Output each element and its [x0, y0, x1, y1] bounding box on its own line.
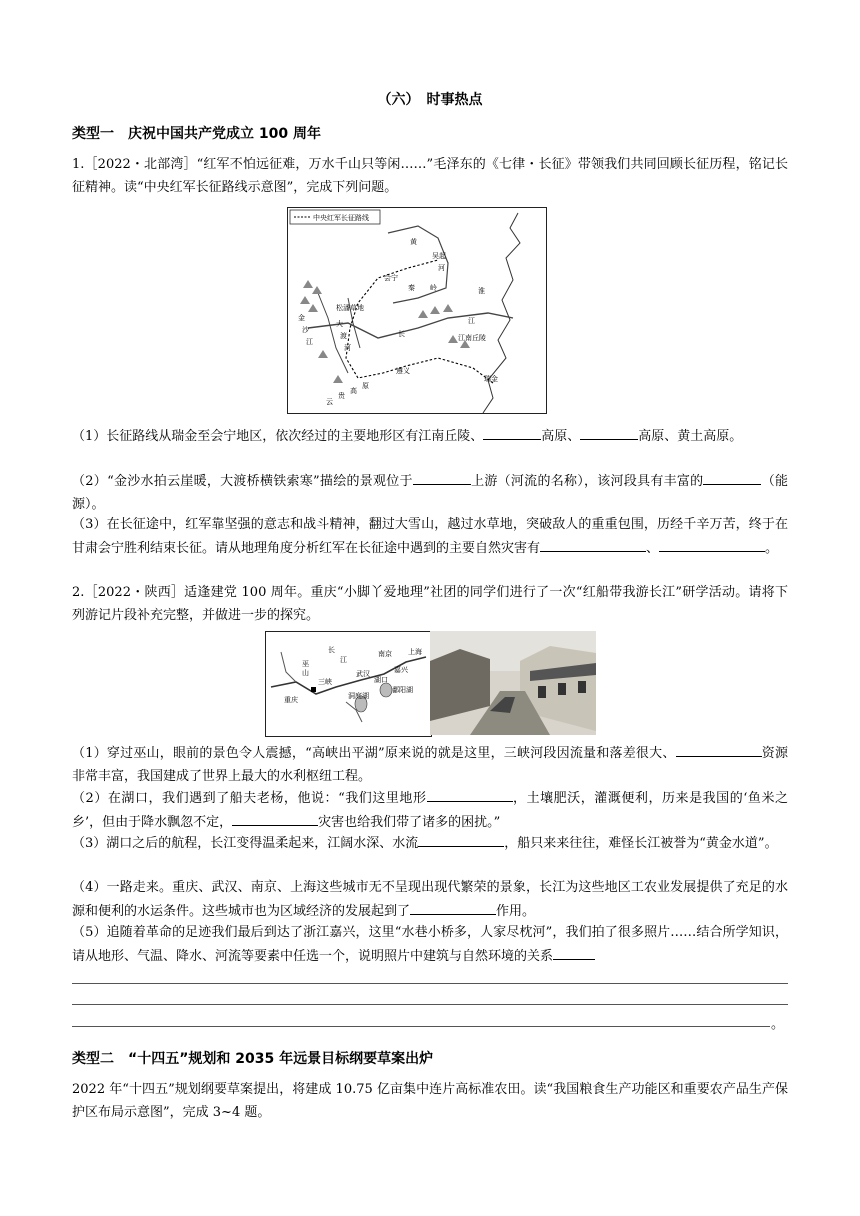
map2-label-shanghai: 上海 — [408, 648, 422, 656]
jiaxing-water-town-photo — [430, 631, 596, 735]
map-label-ling: 岭 — [430, 284, 437, 292]
map-label-huang: 黄 — [410, 238, 417, 246]
map-label-du: 渡 — [340, 332, 347, 340]
question-2-sub-4: （4）一路走来。重庆、武汉、南京、上海这些城市无不呈现出现代繁荣的景象，长江为这些地区工农业发展提供了充足的水源和便利的水运条件。这些城市也为区域经济的发展起到了 作用。 — [72, 880, 788, 919]
answer-blank[interactable] — [413, 470, 471, 485]
map-label-wuqi: 吴起 — [432, 252, 446, 260]
map2-label-sanxia: 三峡 — [318, 678, 332, 686]
long-march-map-drawing — [288, 208, 546, 413]
map2-label-wuhan: 武汉 — [356, 670, 370, 678]
question-1-sub-2: （2）“金沙水拍云崖暖，大渡桥横铁索寒”描绘的景观位于 上游（河流的名称），该河段具有丰富的 （能源）。 — [72, 470, 788, 516]
section-heading-2: 类型二 “十四五”规划和 2035 年远景目标纲要草案出炉 — [72, 1051, 434, 1067]
map-label-jiangnan-hills: 江南丘陵 — [458, 334, 486, 342]
map-label-jiang: 江 — [468, 317, 475, 325]
answer-blank[interactable] — [659, 537, 765, 552]
answer-blank[interactable] — [232, 811, 318, 826]
map2-label-dongting: 洞庭湖 — [348, 692, 369, 700]
map2-label-jiang: 江 — [340, 656, 347, 664]
answer-line-3[interactable] — [72, 1026, 770, 1027]
question-2-sub-3: （3）湖口之后的航程，长江变得温柔起来，江阔水深、水流 ，船只来来往往，难怪长江被誉为“黄金水道”。 — [72, 832, 788, 856]
map-label-huining: 会宁 — [384, 274, 398, 282]
question-2-sub-5: （5）追随着革命的足迹我们最后到达了浙江嘉兴，这里“水巷小桥多，人家尽枕河”，我们拍了很多照片……结合所学知识，请从地形、气温、降水、河流等要素中任选一个，说明照片中建筑与自然环境的关系 — [72, 925, 788, 964]
map-legend: 中央红军长征路线 — [313, 214, 369, 222]
answer-blank[interactable] — [540, 537, 646, 552]
question-2-intro: 2.［2022・陕西］适逢建党 100 周年。重庆“小脚丫爱地理”社团的同学们进行了一次“红船带我游长江”研学活动。请将下列游记片段补充完整，并做进一步的探究。 — [72, 585, 788, 623]
map-label-yun: 云 — [326, 398, 333, 406]
map-label-sha: 沙 — [302, 326, 309, 334]
map-label-yuan: 原 — [362, 382, 369, 390]
map-label-jiang2: 江 — [306, 338, 313, 346]
answer-blank[interactable] — [676, 742, 762, 757]
map2-label-nanjing: 南京 — [378, 650, 392, 658]
map-label-songpan: 松潘草地 — [336, 304, 364, 312]
map-label-zunyi: 遵义 — [396, 367, 410, 375]
question-2-sub-2: （2）在湖口，我们遇到了船夫老杨，他说：“我们这里地形 ，土壤肥沃，灌溉便利，历来是我国的‘鱼米之乡’，但由于降水飘忽不定， 灾害也给我们带了诸多的困扰。” — [72, 787, 788, 834]
map-label-chang: 长 — [398, 330, 405, 338]
answer-blank[interactable] — [427, 787, 513, 802]
page-title: （六） 时事热点 — [377, 92, 483, 108]
map2-label-jiaxing: 嘉兴 — [394, 666, 408, 674]
map-label-qin: 秦 — [408, 284, 415, 292]
map2-label-shan: 山 — [302, 669, 309, 677]
long-march-map — [287, 207, 547, 414]
answer-blank[interactable] — [483, 425, 541, 440]
section-heading-1: 类型一 庆祝中国共产党成立 100 周年 — [72, 126, 321, 142]
yangtze-map-drawing — [266, 632, 431, 736]
answer-line-1[interactable] — [72, 983, 788, 984]
photo-drawing — [430, 631, 596, 735]
answer-blank[interactable] — [553, 945, 595, 960]
answer-blank[interactable] — [418, 832, 504, 847]
map2-label-chang: 长 — [328, 646, 335, 654]
question-2-sub-1: （1）穿过巫山，眼前的景色令人震撼，“高峡出平湖”原来说的就是这里，三峡河段因流量和落差很大、 资源非常丰富，我国建成了世界上最大的水利枢纽工程。 — [72, 742, 788, 788]
map-label-gao: 高 — [350, 387, 357, 395]
question-1-sub-1: （1）长征路线从瑞金至会宁地区，依次经过的主要地形区有江南丘陵、 高原、 高原、黄土高原。 — [72, 425, 788, 449]
question-3-intro: 2022 年“十四五”规划纲要草案提出，将建成 10.75 亿亩集中连片高标准农田。读“我国粮食生产功能区和重要农产品生产保护区布局示意图”，完成 3~4 题。 — [72, 1082, 788, 1120]
map-label-ruijin: 瑞金 — [484, 375, 498, 383]
map-label-gui: 贵 — [338, 392, 345, 400]
map-label-da: 大 — [336, 320, 343, 328]
answer-blank[interactable] — [580, 425, 638, 440]
map2-label-hukou: 湖口 — [374, 676, 388, 684]
answer-line-2[interactable] — [72, 1004, 788, 1005]
map2-label-poyang: 鄱阳湖 — [392, 686, 413, 694]
map2-label-chongqing: 重庆 — [284, 696, 298, 704]
answer-blank[interactable] — [410, 900, 496, 915]
map-label-huai: 淮 — [478, 287, 485, 295]
map-label-he: 河 — [438, 264, 445, 272]
map-label-jin: 金 — [298, 314, 305, 322]
map2-label-wu: 巫 — [302, 660, 309, 668]
answer-blank[interactable] — [703, 470, 761, 485]
question-1-sub-3: （3）在长征途中，红军靠坚强的意志和战斗精神，翻过大雪山，越过水草地，突破敌人的重重包围，历经千辛万苦，终于在甘肃会宁胜利结束长征。请从地理角度分析红军在长征途中遇到的主要自然灾害有 、 。 — [72, 517, 788, 556]
question-1-intro: 1.［2022・北部湾］“红军不怕远征难，万水千山只等闲……”毛泽东的《七律・长征》带领我们共同回顾长征历程，铭记长征精神。读“中央红军长征路线示意图”，完成下列问题。 — [72, 157, 788, 195]
answer-end-period: 。 — [771, 1017, 785, 1032]
map-label-he2: 河 — [344, 344, 351, 352]
yangtze-map — [265, 631, 432, 737]
